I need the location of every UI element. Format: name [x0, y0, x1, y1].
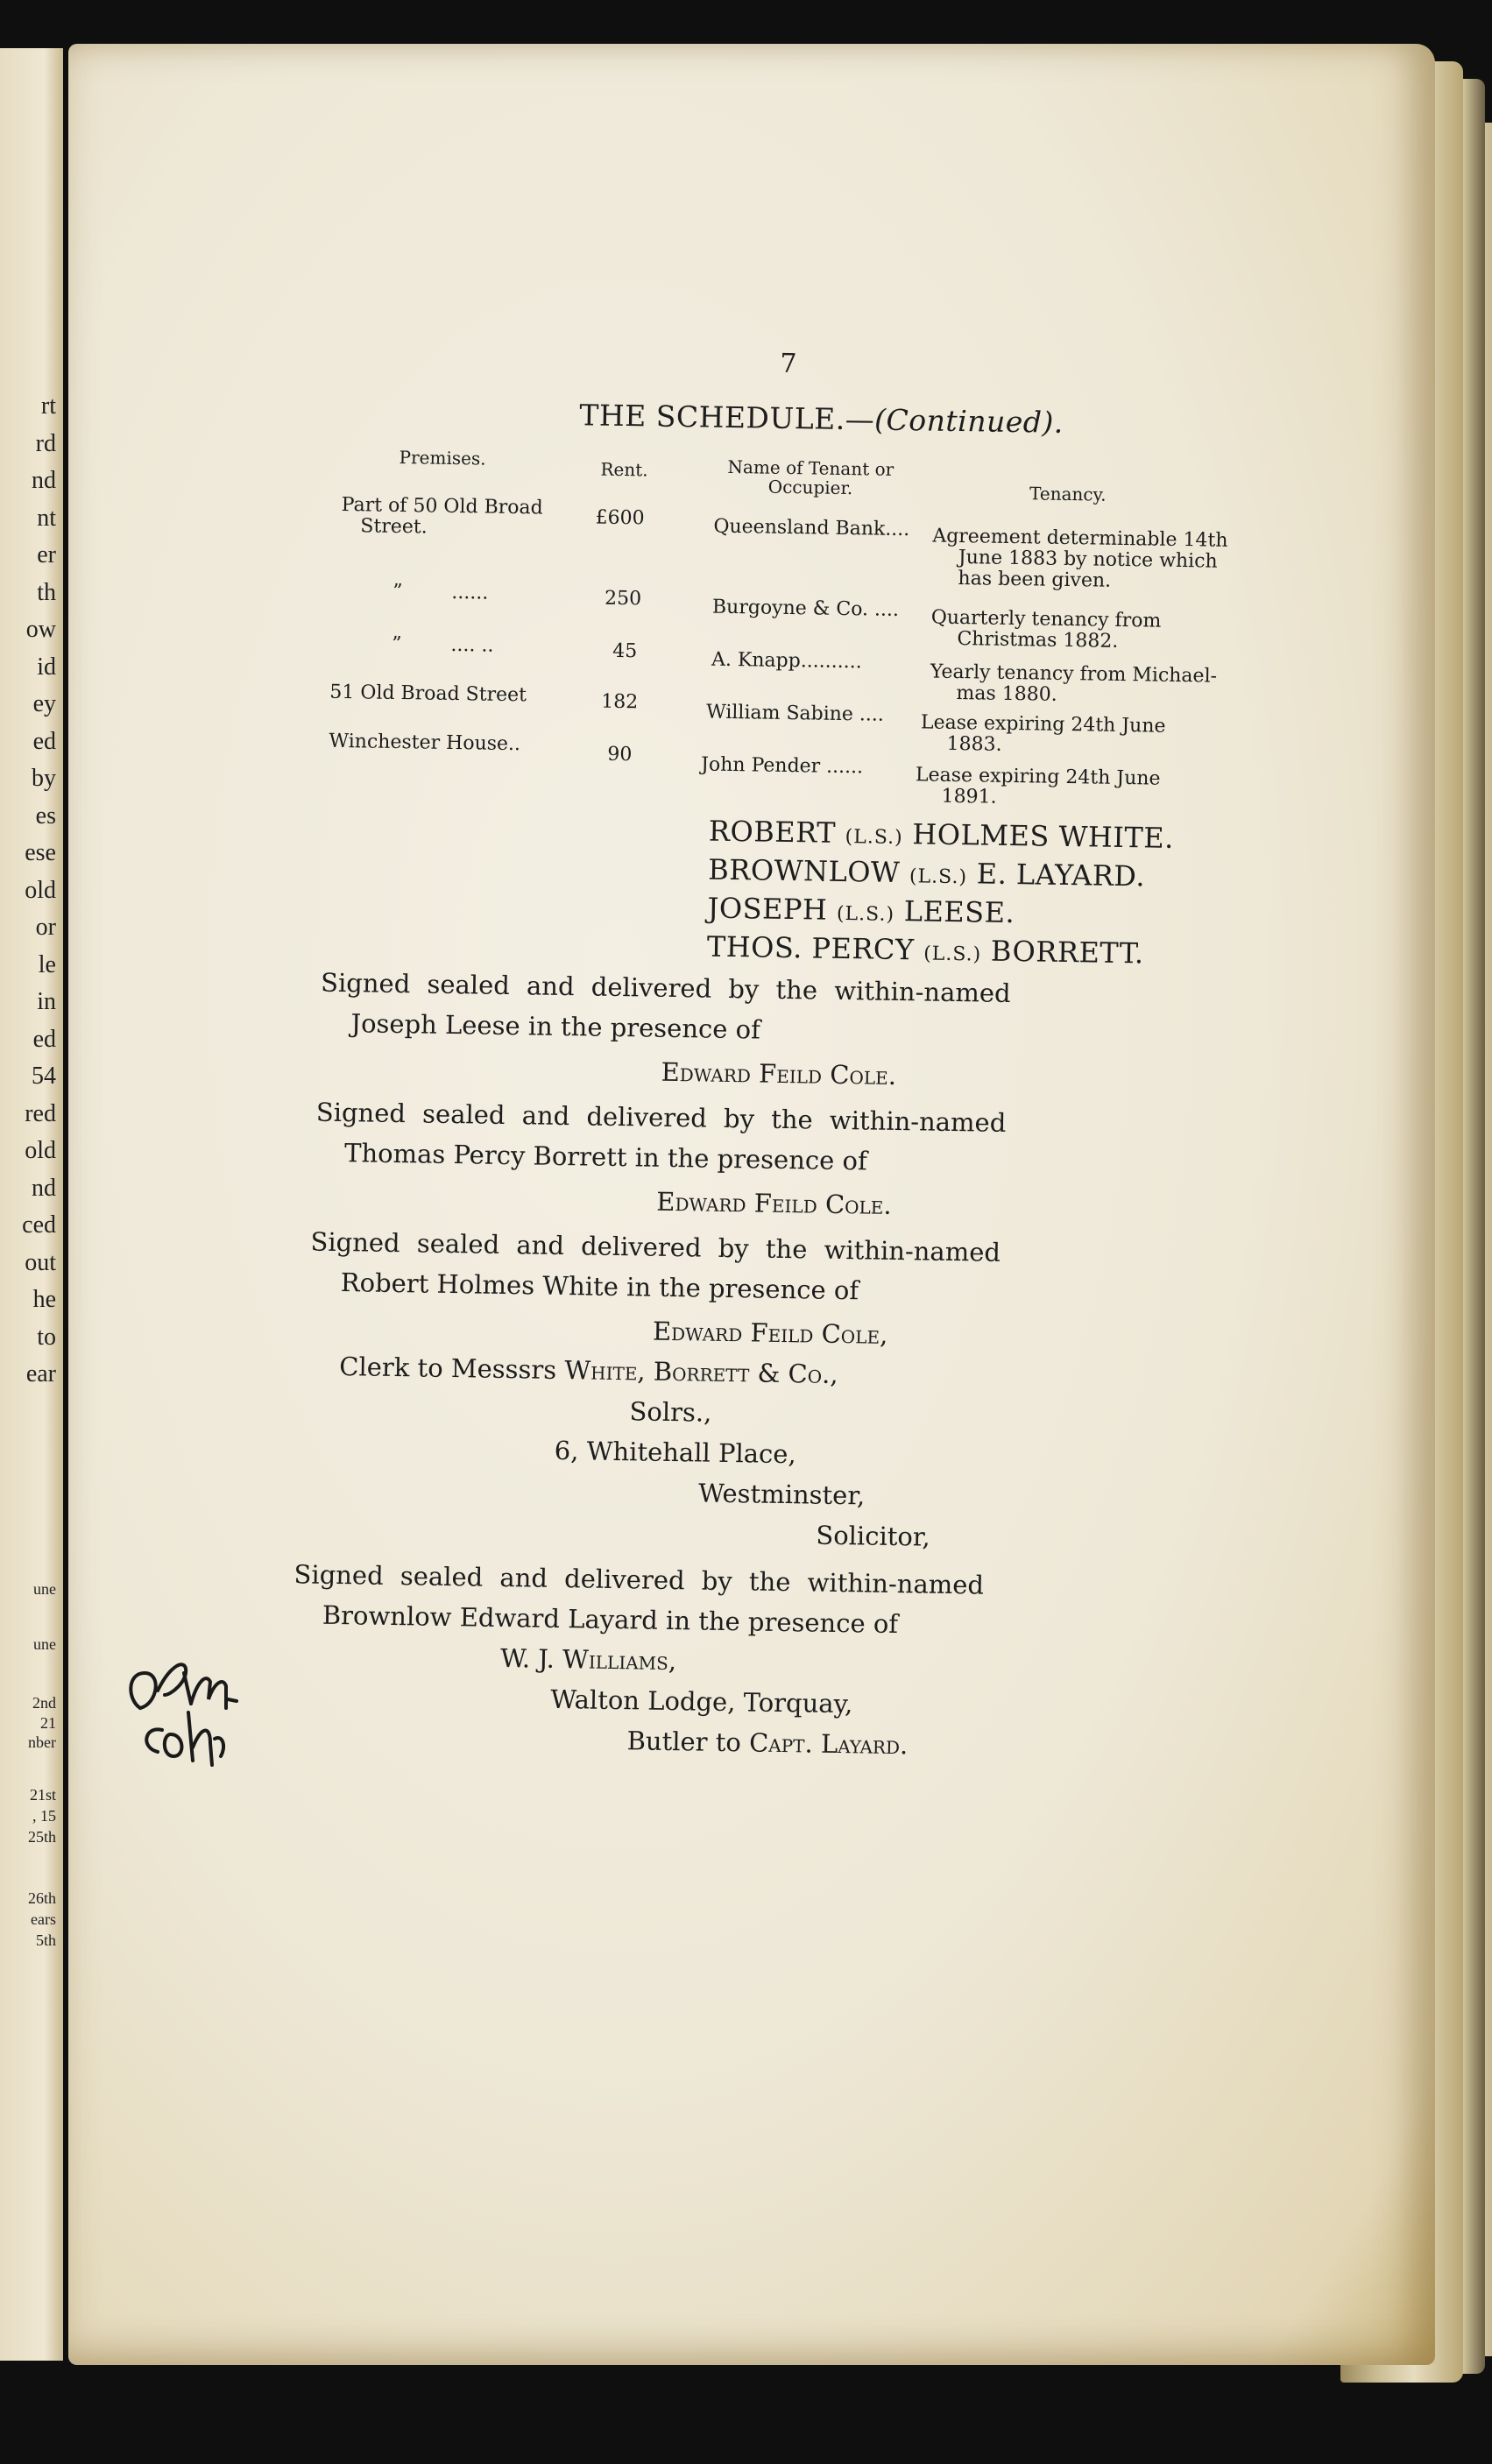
- attestation-line: Signed sealed and delivered by the within-named: [315, 1097, 1007, 1138]
- tenancy-line: 1883.: [946, 732, 1002, 756]
- left-page-fragment: by: [32, 765, 56, 792]
- left-page-fragment: red: [25, 1099, 56, 1127]
- witness-name: Edward Feild Cole.: [661, 1056, 897, 1091]
- premises-cell: Street.: [360, 515, 428, 539]
- attestation-line: Joseph Leese in the presence of: [350, 1008, 761, 1045]
- left-page-fragment: 54: [32, 1063, 56, 1090]
- left-page-fragment: nber: [28, 1733, 56, 1751]
- role-name: Capt. Layard.: [748, 1727, 909, 1761]
- left-page-fragment: 2nd: [32, 1694, 56, 1712]
- left-page-fragment: 25th: [27, 1828, 56, 1846]
- tenancy-line: Yearly tenancy from Michael-: [930, 660, 1218, 688]
- signatory-first: ROBERT: [708, 814, 837, 850]
- schedule-title-continued: (Continued).: [873, 402, 1064, 440]
- tenant-cell: Queensland Bank....: [713, 515, 910, 541]
- handwritten-initials: [123, 1647, 254, 1796]
- signatory-line: [708, 853, 1145, 893]
- tenant-cell: Burgoyne & Co. ....: [711, 596, 900, 621]
- left-page-fragment: , 15: [32, 1807, 56, 1825]
- tenancy-line: June 1883 by notice which: [958, 547, 1218, 573]
- witness-name: W. J. Williams,: [499, 1642, 677, 1677]
- left-page-fragment: to: [37, 1323, 56, 1351]
- tenancy-line: mas 1880.: [956, 682, 1057, 706]
- tenancy-line: Lease expiring 24th June: [915, 764, 1161, 790]
- left-page-fragment: in: [37, 988, 56, 1015]
- left-page-fragment: he: [32, 1286, 56, 1313]
- clerk-firm: White, Borrett & Co.,: [564, 1355, 838, 1389]
- left-page-fragment: er: [37, 541, 56, 568]
- left-page-fragment: ese: [25, 839, 56, 866]
- attestation-line: Signed sealed and delivered by the within-named: [293, 1559, 985, 1600]
- tenancy-cell: [930, 662, 1268, 710]
- left-page-fragment: ed: [32, 727, 56, 755]
- attestation-line: Brownlow Edward Layard in the presence of: [322, 1599, 899, 1640]
- left-page-fragment: nd: [32, 467, 56, 494]
- left-page-fragment: une: [33, 1635, 56, 1653]
- schedule-title-text: THE SCHEDULE.—: [579, 398, 875, 437]
- header-tenant-line2: Occupier.: [767, 476, 853, 499]
- signatory-last: LEESE.: [903, 894, 1015, 930]
- left-page-fragment: id: [37, 653, 56, 681]
- seal-mark: (L.S.): [923, 943, 982, 966]
- signatory-last: E. LAYARD.: [976, 857, 1146, 893]
- header-tenant-line1: Name of Tenant or: [727, 455, 894, 480]
- address-line: Walton Lodge, Torquay,: [550, 1684, 853, 1719]
- role-line: Solicitor,: [816, 1520, 931, 1552]
- header-premises: Premises.: [399, 446, 486, 470]
- document-page: [68, 44, 1435, 2365]
- tenant-cell: William Sabine ....: [705, 701, 885, 726]
- signatory-line: [709, 815, 1174, 855]
- attestation-line: Thomas Percy Borrett in the presence of: [343, 1138, 867, 1176]
- seal-mark: (L.S.): [845, 826, 903, 850]
- signatory-first: BROWNLOW: [707, 852, 901, 890]
- tenancy-text: Quarterly tenancy from: [930, 606, 1162, 632]
- left-page-fragment: nt: [37, 504, 56, 532]
- premises-cell: ” ......: [392, 580, 489, 604]
- witness-name: Edward Feild Cole,: [652, 1316, 888, 1350]
- premises-cell: 51 Old Broad Street: [329, 681, 527, 707]
- clerk-line: [339, 1352, 838, 1389]
- left-page-fragment: ow: [25, 616, 56, 643]
- rent-cell: £600: [595, 506, 645, 530]
- left-page-fragment: old: [25, 876, 56, 904]
- signatory-last: BORRETT.: [990, 934, 1144, 971]
- tenant-cell: John Pender ......: [700, 753, 864, 779]
- left-page-fragment: 21: [40, 1714, 56, 1732]
- tenancy-cell: [915, 765, 1257, 812]
- premises-cell: Part of 50 Old Broad: [341, 493, 543, 519]
- signatory-first: THOS. PERCY: [706, 929, 915, 967]
- schedule-title: [579, 398, 1064, 440]
- left-page-fragment: or: [35, 914, 56, 941]
- left-page-fragment: ears: [31, 1910, 56, 1928]
- tenancy-line: 1891.: [941, 785, 997, 808]
- left-page-fragment: 5th: [35, 1931, 56, 1949]
- left-page-fragment: ear: [25, 1360, 56, 1387]
- left-page-fragment: une: [33, 1580, 56, 1598]
- left-page-fragment: ed: [32, 1025, 56, 1053]
- rent-cell: 250: [604, 587, 642, 611]
- header-tenancy: Tenancy.: [1029, 483, 1107, 505]
- left-page-fragment: 26th: [27, 1889, 56, 1907]
- left-page-fragment: 21st: [29, 1786, 56, 1804]
- left-page-fragment: ey: [32, 690, 56, 717]
- signatory-line: [707, 930, 1144, 971]
- left-page-fragment: es: [35, 801, 56, 830]
- rent-cell: 182: [601, 690, 639, 714]
- attestation-line: Robert Holmes White in the presence of: [340, 1267, 859, 1306]
- tenancy-cell: [931, 526, 1269, 595]
- tenant-cell: A. Knapp..........: [711, 648, 862, 674]
- tenancy-line: Lease expiring 24th June: [920, 711, 1166, 738]
- rent-cell: 90: [607, 743, 633, 766]
- clerk-prefix: Clerk to Messsrs: [339, 1352, 565, 1386]
- signatory-first: JOSEPH: [707, 891, 828, 927]
- signatory-line: [707, 892, 1015, 930]
- left-page-fragment: th: [37, 578, 56, 606]
- address-line: Westminster,: [697, 1478, 866, 1511]
- solrs-line: Solrs.,: [629, 1396, 712, 1428]
- attestation-line: Signed sealed and delivered by the within-named: [310, 1226, 1001, 1267]
- left-page-fragment: le: [38, 950, 56, 978]
- header-tenant: [727, 457, 894, 498]
- left-page-fragment: out: [25, 1248, 56, 1276]
- role-prefix: Butler to: [626, 1726, 750, 1758]
- witness-name: Edward Feild Cole.: [656, 1186, 892, 1220]
- left-page-fragment: old: [25, 1137, 56, 1164]
- header-rent: Rent.: [600, 458, 648, 481]
- left-page-fragment: nd: [32, 1174, 56, 1202]
- attestation-line: Signed sealed and delivered by the within-named: [320, 967, 1011, 1009]
- seal-mark: (L.S.): [909, 865, 968, 889]
- tenancy-line: Agreement determinable 14th: [932, 525, 1228, 552]
- role-line: [626, 1726, 908, 1760]
- left-page-fragment: rt: [40, 392, 56, 420]
- left-page-fragment: rd: [35, 429, 56, 457]
- left-page-fragment: ced: [22, 1211, 56, 1239]
- premises-cell: ” .... ..: [392, 632, 494, 657]
- seal-mark: (L.S.): [836, 902, 895, 926]
- tenancy-cell: [920, 712, 1262, 759]
- premises-cell: Winchester House..: [329, 730, 521, 756]
- page-number: 7: [780, 348, 797, 380]
- address-line: 6, Whitehall Place,: [554, 1435, 796, 1470]
- tenancy-cell: [930, 608, 1269, 655]
- table-row: [341, 495, 543, 540]
- tenancy-line: Christmas 1882.: [957, 628, 1119, 653]
- rent-cell: 45: [612, 639, 638, 663]
- signatory-last: HOLMES WHITE.: [912, 817, 1175, 855]
- tenancy-line: has been given.: [958, 568, 1112, 592]
